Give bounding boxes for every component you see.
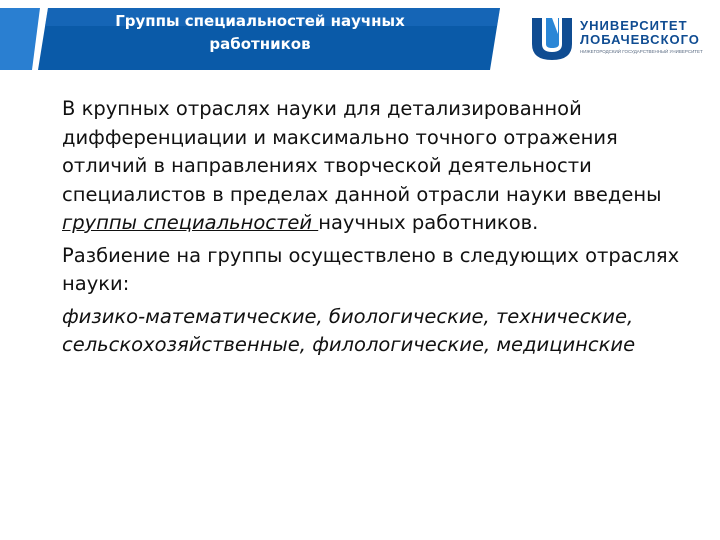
university-logo: [528, 14, 718, 62]
logo-text-line2: ЛОБАЧЕВСКОГО: [580, 32, 700, 47]
paragraph-division: Разбиение на группы осуществлено в следующих отраслях науки:: [62, 243, 680, 295]
logo-text-line1: УНИВЕРСИТЕТ: [580, 18, 688, 33]
page-title: [60, 10, 460, 56]
slide-body: [62, 95, 702, 360]
header-band: [0, 0, 500, 70]
logo-tagline: НИЖЕГОРОДСКИЙ ГОСУДАРСТВЕННЫЙ УНИВЕРСИТЕТ: [580, 49, 703, 54]
term-specialty-groups: группы специальностей: [62, 211, 319, 234]
paragraph-intro-end: научных работников.: [318, 211, 539, 234]
university-logo-icon: [528, 14, 576, 62]
paragraph-intro: [62, 95, 702, 238]
page-title-line1: Группы специальностей научных: [115, 12, 405, 30]
science-fields-list: физико-математические, биологические, технические, сельскохозяйственные, филологические, медицинские: [62, 304, 636, 356]
page-title-line2: работников: [209, 35, 311, 53]
paragraph-intro-text: В крупных отраслях науки для детализированной дифференциации и максимально точного отражения отличий в направлениях творческой деятельности специалистов в пределах данной отрасли науки введены: [62, 97, 662, 206]
